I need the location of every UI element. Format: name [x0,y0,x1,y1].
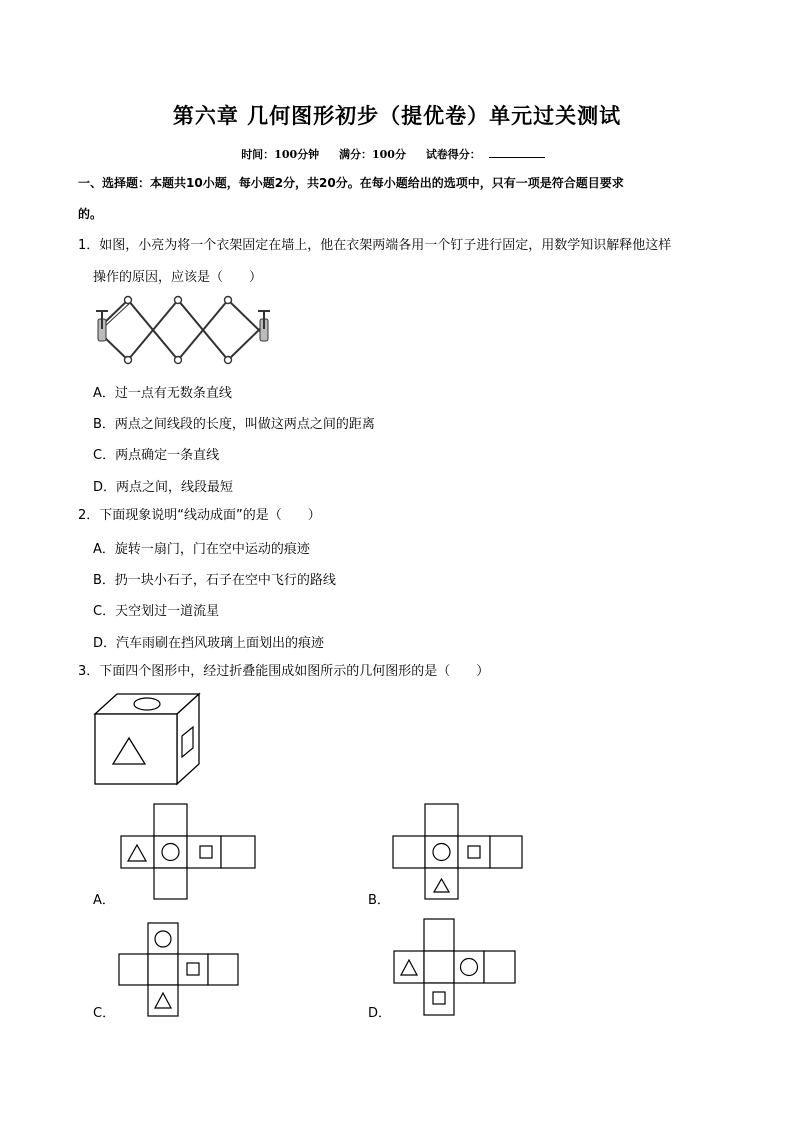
question-1-stem-line2: 操作的原因，应该是（ ） [93,270,263,285]
hanger-figure [92,295,276,367]
exam-meta [0,146,794,162]
question-2-stem: 2．下面现象说明“线动成面”的是（ ） [78,508,321,523]
question-3-stem: 3．下面四个图形中，经过折叠能围成如图所示的几何图形的是（ ） [78,664,490,679]
section-heading-line1: 一、选择题：本题共10小题，每小题2分，共20分。在每小题给出的选项中，只有一项是符合题目要求 [78,176,624,190]
question-1-option-d: D．两点之间，线段最短 [93,480,234,495]
full-score: 满分：100分 [339,148,406,161]
question-1-option-c: C．两点确定一条直线 [93,448,220,463]
question-2-option-c: C．天空划过一道流星 [93,604,220,619]
net-c [118,922,241,1017]
score-label: 试卷得分： [425,148,481,161]
time-limit: 时间：100分钟 [241,148,320,161]
page-title: 第六章 几何图形初步（提优卷）单元过关测试 [172,103,622,128]
question-2-option-d: D．汽车雨刷在挡风玻璃上面划出的痕迹 [93,636,325,651]
section-heading-line2: 的。 [78,207,103,221]
question-3-option-c-label: C． [93,1006,116,1021]
question-1-stem-line1: 1．如图，小亮为将一个衣架固定在墙上，他在衣架两端各用一个钉子进行固定，用数学知识解释他这样 [78,238,672,253]
score-field [426,148,553,161]
question-3-option-d-label: D． [368,1006,392,1021]
question-1-option-b: B．两点之间线段的长度，叫做这两点之间的距离 [93,417,375,432]
question-3-option-a-label: A． [93,893,115,908]
question-1-option-a: A．过一点有无数条直线 [93,386,232,401]
question-2-option-b: B．扔一块小石子，石子在空中飞行的路线 [93,573,336,588]
score-blank [489,147,545,158]
net-a [120,803,257,900]
question-3-option-b-label: B． [368,893,390,908]
net-d [393,918,517,1016]
net-b [392,803,524,900]
cube-figure [93,692,203,786]
question-2-option-a: A．旋转一扇门，门在空中运动的痕迹 [93,542,310,557]
